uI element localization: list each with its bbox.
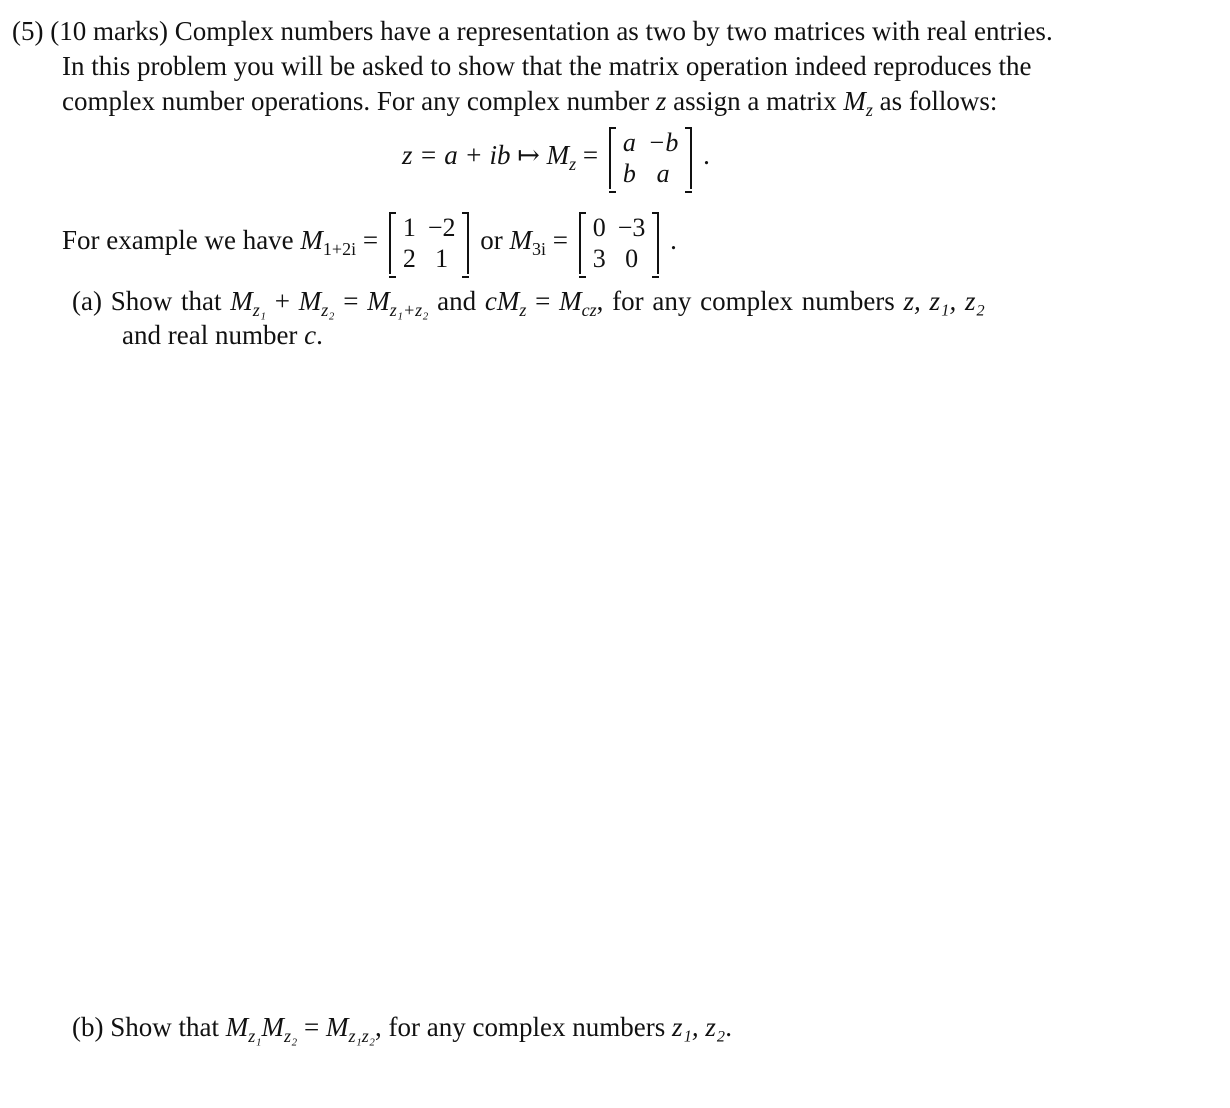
example-M1: M <box>300 225 323 256</box>
problem-line-1 <box>12 14 1053 48</box>
example-matrix-2 <box>579 212 660 274</box>
matrix-cell: 0 <box>592 213 606 242</box>
definition-eq: = <box>582 140 599 171</box>
part-b-vars: z₁, z₂ <box>671 1012 726 1042</box>
matrix-cell: a <box>656 159 670 188</box>
example-label: For example we have <box>62 225 294 256</box>
var-M: M <box>843 86 866 116</box>
problem-text-1: Complex numbers have a representation as two by two matrices with real entries. <box>174 16 1053 46</box>
problem-text-3: complex number operations. For any complex number <box>62 86 650 116</box>
example-end: . <box>670 225 677 256</box>
part-b-eq: = <box>304 1012 320 1042</box>
matrix-cell: −b <box>647 128 679 157</box>
matrix-cell: 1 <box>402 213 416 242</box>
part-a-sub: cz <box>581 300 597 320</box>
problem-marks: (10 marks) <box>50 16 168 46</box>
problem-line-2 <box>62 49 1032 83</box>
part-a-line-2 <box>122 318 323 352</box>
problem-number: (5) <box>12 16 44 46</box>
example-M2: M <box>509 225 532 256</box>
part-a-end: . <box>316 320 323 350</box>
part-a-and: and <box>437 286 477 316</box>
var-M-sub: z <box>865 100 873 120</box>
definition-lhs: z = a + ib ↦ M <box>402 140 570 171</box>
definition-matrix <box>609 127 693 189</box>
part-b-M: M <box>261 1012 285 1042</box>
part-b-label: (b) <box>72 1012 104 1042</box>
part-a-text-2: , for any complex numbers <box>596 286 895 316</box>
part-a-text: Show that <box>110 286 222 316</box>
example-equation <box>62 212 677 274</box>
example-matrix-1 <box>389 212 470 274</box>
part-a-plus: + <box>274 286 290 316</box>
problem-text-2: In this problem you will be asked to show that the matrix operation indeed reproduces the <box>62 51 1032 81</box>
problem-line-3 <box>62 84 997 127</box>
part-a-M: M <box>559 286 582 316</box>
example-or: or <box>480 225 503 256</box>
matrix-cell: 2 <box>402 244 416 273</box>
part-b-M: M <box>326 1012 349 1042</box>
part-a-M: M <box>367 286 390 316</box>
part-a-c: c <box>304 320 317 350</box>
part-a-sub: z₁ <box>252 300 266 320</box>
part-a-sub: z₂ <box>321 300 335 320</box>
matrix-cell: −2 <box>427 213 456 242</box>
problem-text-3b: assign a matrix <box>673 86 837 116</box>
part-b-sub: z₁ <box>248 1026 262 1046</box>
part-a-text-3: and real number <box>122 320 298 350</box>
part-a-cM: cM <box>484 286 520 316</box>
part-a-sub: z₁+z₂ <box>389 300 429 320</box>
part-b-end: . <box>725 1012 733 1042</box>
definition-equation <box>402 127 710 189</box>
part-a-sub: z <box>519 300 527 320</box>
part-b-sub: z₁z₂ <box>348 1026 376 1046</box>
problem-text-3c: as follows: <box>879 86 998 116</box>
part-a-M: M <box>298 286 322 316</box>
definition-sub: z <box>569 154 577 175</box>
var-z: z <box>655 86 667 116</box>
definition-end: . <box>703 140 710 171</box>
part-a-eq: = <box>343 286 359 316</box>
matrix-cell: 3 <box>592 244 606 273</box>
part-b-line <box>72 1010 732 1053</box>
part-b-text: Show that <box>110 1012 219 1042</box>
matrix-cell: a <box>622 128 636 157</box>
part-a-label: (a) <box>72 286 102 316</box>
example-M1-sub: 1+2i <box>322 239 357 260</box>
part-b-sub: z₂ <box>284 1026 298 1046</box>
example-eq2: = <box>552 225 568 256</box>
matrix-cell: 0 <box>625 244 639 273</box>
matrix-cell: −3 <box>617 213 646 242</box>
part-a-M: M <box>230 286 253 316</box>
part-a-eq: = <box>535 286 551 316</box>
part-b-text-2: , for any complex numbers <box>375 1012 666 1042</box>
part-a-vars: z, z₁, z₂ <box>903 286 985 316</box>
matrix-cell: 1 <box>435 244 449 273</box>
part-b-M: M <box>225 1012 249 1042</box>
example-eq1: = <box>362 225 379 256</box>
matrix-cell: b <box>622 159 636 188</box>
example-M2-sub: 3i <box>531 239 546 260</box>
